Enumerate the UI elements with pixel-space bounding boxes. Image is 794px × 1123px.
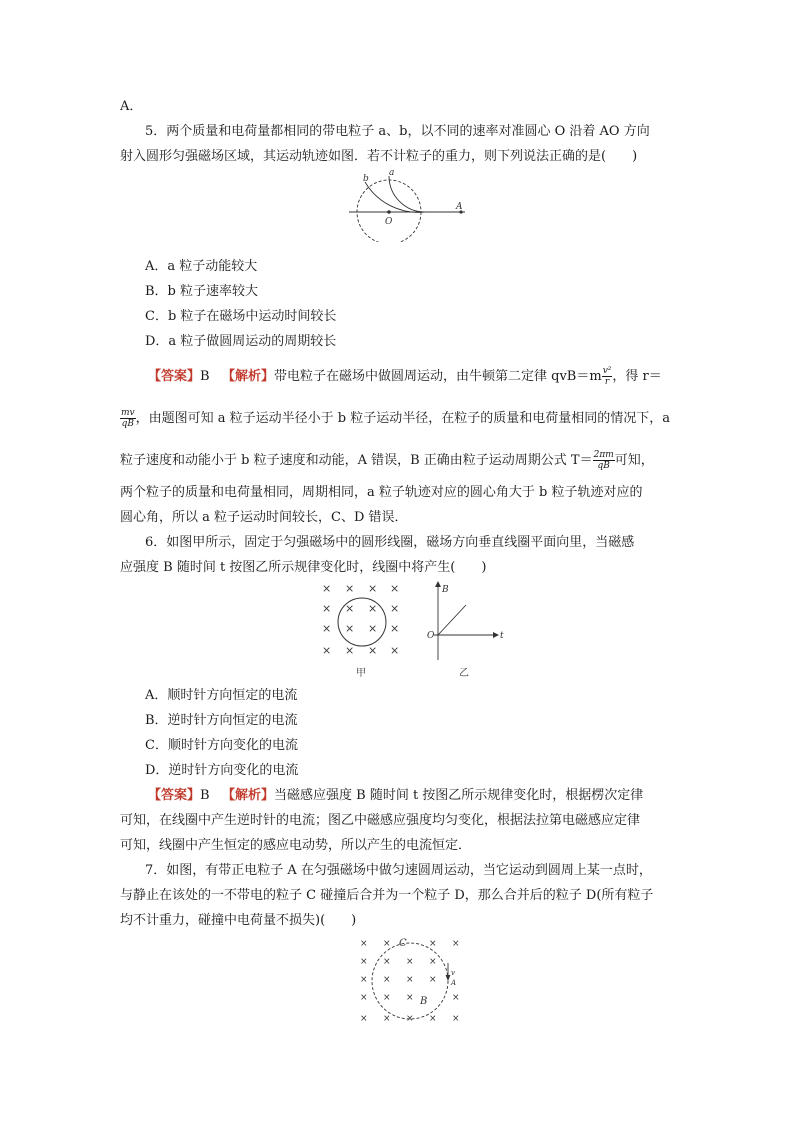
q5-fraction-2-den: qB [121, 419, 134, 429]
field-cross-icon: × [345, 644, 355, 657]
q5-answer: B [200, 369, 210, 384]
q5-stem-line-1: 5．两个质量和电荷量都相同的带电粒子 a、b，以不同的速率对准圆心 O 沿着 AO 方向 [145, 124, 650, 139]
q6-b-axis-arrow [435, 581, 441, 587]
field-cross-icon: × [429, 957, 437, 967]
q6-label-B: B [442, 585, 449, 595]
field-cross-icon: × [429, 939, 437, 949]
field-cross-icon: × [452, 993, 460, 1003]
q5-track-a [389, 176, 425, 212]
field-cross-icon: × [406, 957, 414, 967]
q6-option-b: B．逆时针方向恒定的电流 [145, 713, 298, 728]
field-cross-icon: × [406, 993, 414, 1003]
q5-fraction-1-num: v² [602, 366, 612, 376]
q5-fraction-3-num: 2πm [593, 450, 614, 460]
q6-answer: B [200, 788, 210, 803]
q7-stem-line-2: 与静止在该处的一不带电的粒子 C 碰撞后合并为一个粒子 D，那么合并后的粒子 D(所有粒子 [120, 888, 654, 903]
q7-velocity-arrowhead [446, 975, 451, 981]
field-cross-icon: × [345, 582, 355, 595]
field-cross-icon: × [368, 602, 378, 615]
q7-figure [352, 933, 472, 1029]
q5-option-b: B．b 粒子速率较大 [145, 284, 259, 299]
q5-fraction-3 [593, 450, 615, 471]
q5-explain-text-1: 带电粒子在磁场中做圆周运动，由牛顿第二定律 qvB＝m [274, 369, 602, 384]
q5-label-b: b [363, 174, 369, 184]
q5-track-b [365, 182, 425, 212]
field-cross-icon: × [383, 993, 391, 1003]
q5-explain-line-5: 圆心角，所以 a 粒子运动时间较长，C、D 错误． [120, 510, 408, 525]
field-cross-icon: × [452, 1014, 460, 1024]
field-cross-icon: × [406, 975, 414, 985]
q5-option-a: A．a 粒子动能较大 [145, 259, 258, 274]
q5-fraction-1 [602, 366, 613, 387]
q7-label-C: C [399, 938, 407, 949]
q5-fraction-2-num: mv [121, 408, 135, 418]
q5-label-a: a [389, 168, 395, 178]
field-cross-icon: × [368, 582, 378, 595]
q7-field-crosses [360, 939, 460, 1024]
q6-answer-tag: 【答案】 [148, 788, 201, 803]
field-cross-icon: × [429, 975, 437, 985]
q5-explain-text-3: 粒子速度和动能小于 b 粒子速度和动能，A 错误，B 正确由粒子运动周期公式 T＝ [120, 453, 593, 468]
q5-explain-text-2: ，由题图可知 a 粒子运动半径小于 b 粒子运动半径，在粒子的质量和电荷量相同的情况下，a [135, 411, 670, 426]
q5-label-A: A [456, 202, 463, 212]
q7-stem-line-1: 7．如图，有带正电粒子 A 在匀强磁场中做匀速圆周运动，当它运动到圆周上某一点时， [145, 863, 652, 878]
q6-label-yi: 乙 [459, 668, 469, 679]
q6-explain-line-1 [148, 787, 643, 805]
q5-option-c: C．b 粒子在磁场中运动时间较长 [145, 309, 337, 324]
q6-option-a: A．顺时针方向恒定的电流 [145, 688, 298, 703]
q6-figure [316, 580, 516, 682]
field-cross-icon: × [406, 1014, 414, 1024]
field-cross-icon: × [383, 939, 391, 949]
q7-label-B: B [420, 996, 428, 1007]
field-cross-icon: × [322, 602, 332, 615]
q5-figure [345, 168, 475, 242]
field-cross-icon: × [390, 582, 400, 595]
q5-fraction-2 [120, 408, 136, 429]
q5-label-o: O [385, 217, 393, 227]
q6-explain-text-1: 当磁感应强度 B 随时间 t 按图乙所示规律变化时，根据楞次定律 [274, 788, 644, 803]
q6-explain-line-2: 可知，在线圈中产生逆时针的电流；图乙中磁感应强度均匀变化，根据法拉第电磁感应定律 [120, 813, 641, 828]
field-cross-icon: × [383, 1014, 391, 1024]
q5-explain-line-3 [120, 450, 654, 471]
q6-explain-line-3: 可知，线圈中产生恒定的感应电动势，所以产生的电流恒定． [120, 838, 472, 853]
field-cross-icon: × [368, 644, 378, 657]
q6-option-d: D．逆时针方向变化的电流 [145, 763, 299, 778]
field-cross-icon: × [345, 622, 355, 635]
q6-analysis-tag: 【解析】 [221, 788, 274, 803]
q7-label-v: v [451, 969, 455, 977]
q5-answer-tag: 【答案】 [148, 369, 201, 384]
field-cross-icon: × [360, 957, 368, 967]
q5-fraction-1-den: r [604, 377, 610, 387]
previous-answer: A． [120, 99, 143, 114]
q6-t-axis-arrow [493, 632, 499, 638]
field-cross-icon: × [360, 939, 368, 949]
q6-stem-line-2: 应强度 B 随时间 t 按图乙所示规律变化时，线圈中将产生( ) [120, 560, 487, 575]
q6-label-O: O [427, 631, 435, 641]
q6-label-jia: 甲 [356, 668, 366, 679]
q5-explain-line-1 [148, 366, 662, 387]
q5-explain-line-2 [120, 408, 670, 429]
q5-center-dot [387, 210, 391, 214]
q6-label-t: t [500, 631, 504, 641]
field-cross-icon: × [360, 1014, 368, 1024]
field-cross-icon: × [452, 939, 460, 949]
q6-stem-line-1: 6．如图甲所示，固定于匀强磁场中的圆形线圈，磁场方向垂直线圈平面向里，当磁感 [145, 535, 635, 550]
q5-explain-text-3-tail: 可知， [614, 453, 654, 468]
q7-label-A: A [451, 979, 457, 987]
q5-explain-line-4: 两个粒子的质量和电荷量相同，周期相同，a 粒子轨迹对应的圆心角大于 b 粒子轨迹对应的 [120, 485, 643, 500]
field-cross-icon: × [322, 622, 332, 635]
q5-option-d: D．a 粒子做圆周运动的周期较长 [145, 334, 337, 349]
field-cross-icon: × [383, 957, 391, 967]
q5-stem-line-2: 射入圆形匀强磁场区域，其运动轨迹如图．若不计粒子的重力，则下列说法正确的是( ) [120, 149, 638, 164]
q5-fraction-3-den: qB [597, 461, 610, 471]
field-cross-icon: × [368, 622, 378, 635]
field-cross-icon: × [390, 644, 400, 657]
field-cross-icon: × [322, 644, 332, 657]
q5-explain-text-1-tail: ，得 r＝ [612, 369, 662, 384]
q7-stem-line-3: 均不计重力，碰撞中电荷量不损失)( ) [120, 913, 357, 928]
field-cross-icon: × [322, 582, 332, 595]
field-cross-icon: × [345, 602, 355, 615]
q6-b-t-graph-line [438, 605, 466, 635]
field-cross-icon: × [360, 993, 368, 1003]
field-cross-icon: × [360, 975, 368, 985]
q5-analysis-tag: 【解析】 [221, 369, 274, 384]
field-cross-icon: × [390, 622, 400, 635]
q6-option-c: C．顺时针方向变化的电流 [145, 738, 298, 753]
field-cross-icon: × [383, 975, 391, 985]
field-cross-icon: × [390, 602, 400, 615]
field-cross-icon: × [429, 1014, 437, 1024]
